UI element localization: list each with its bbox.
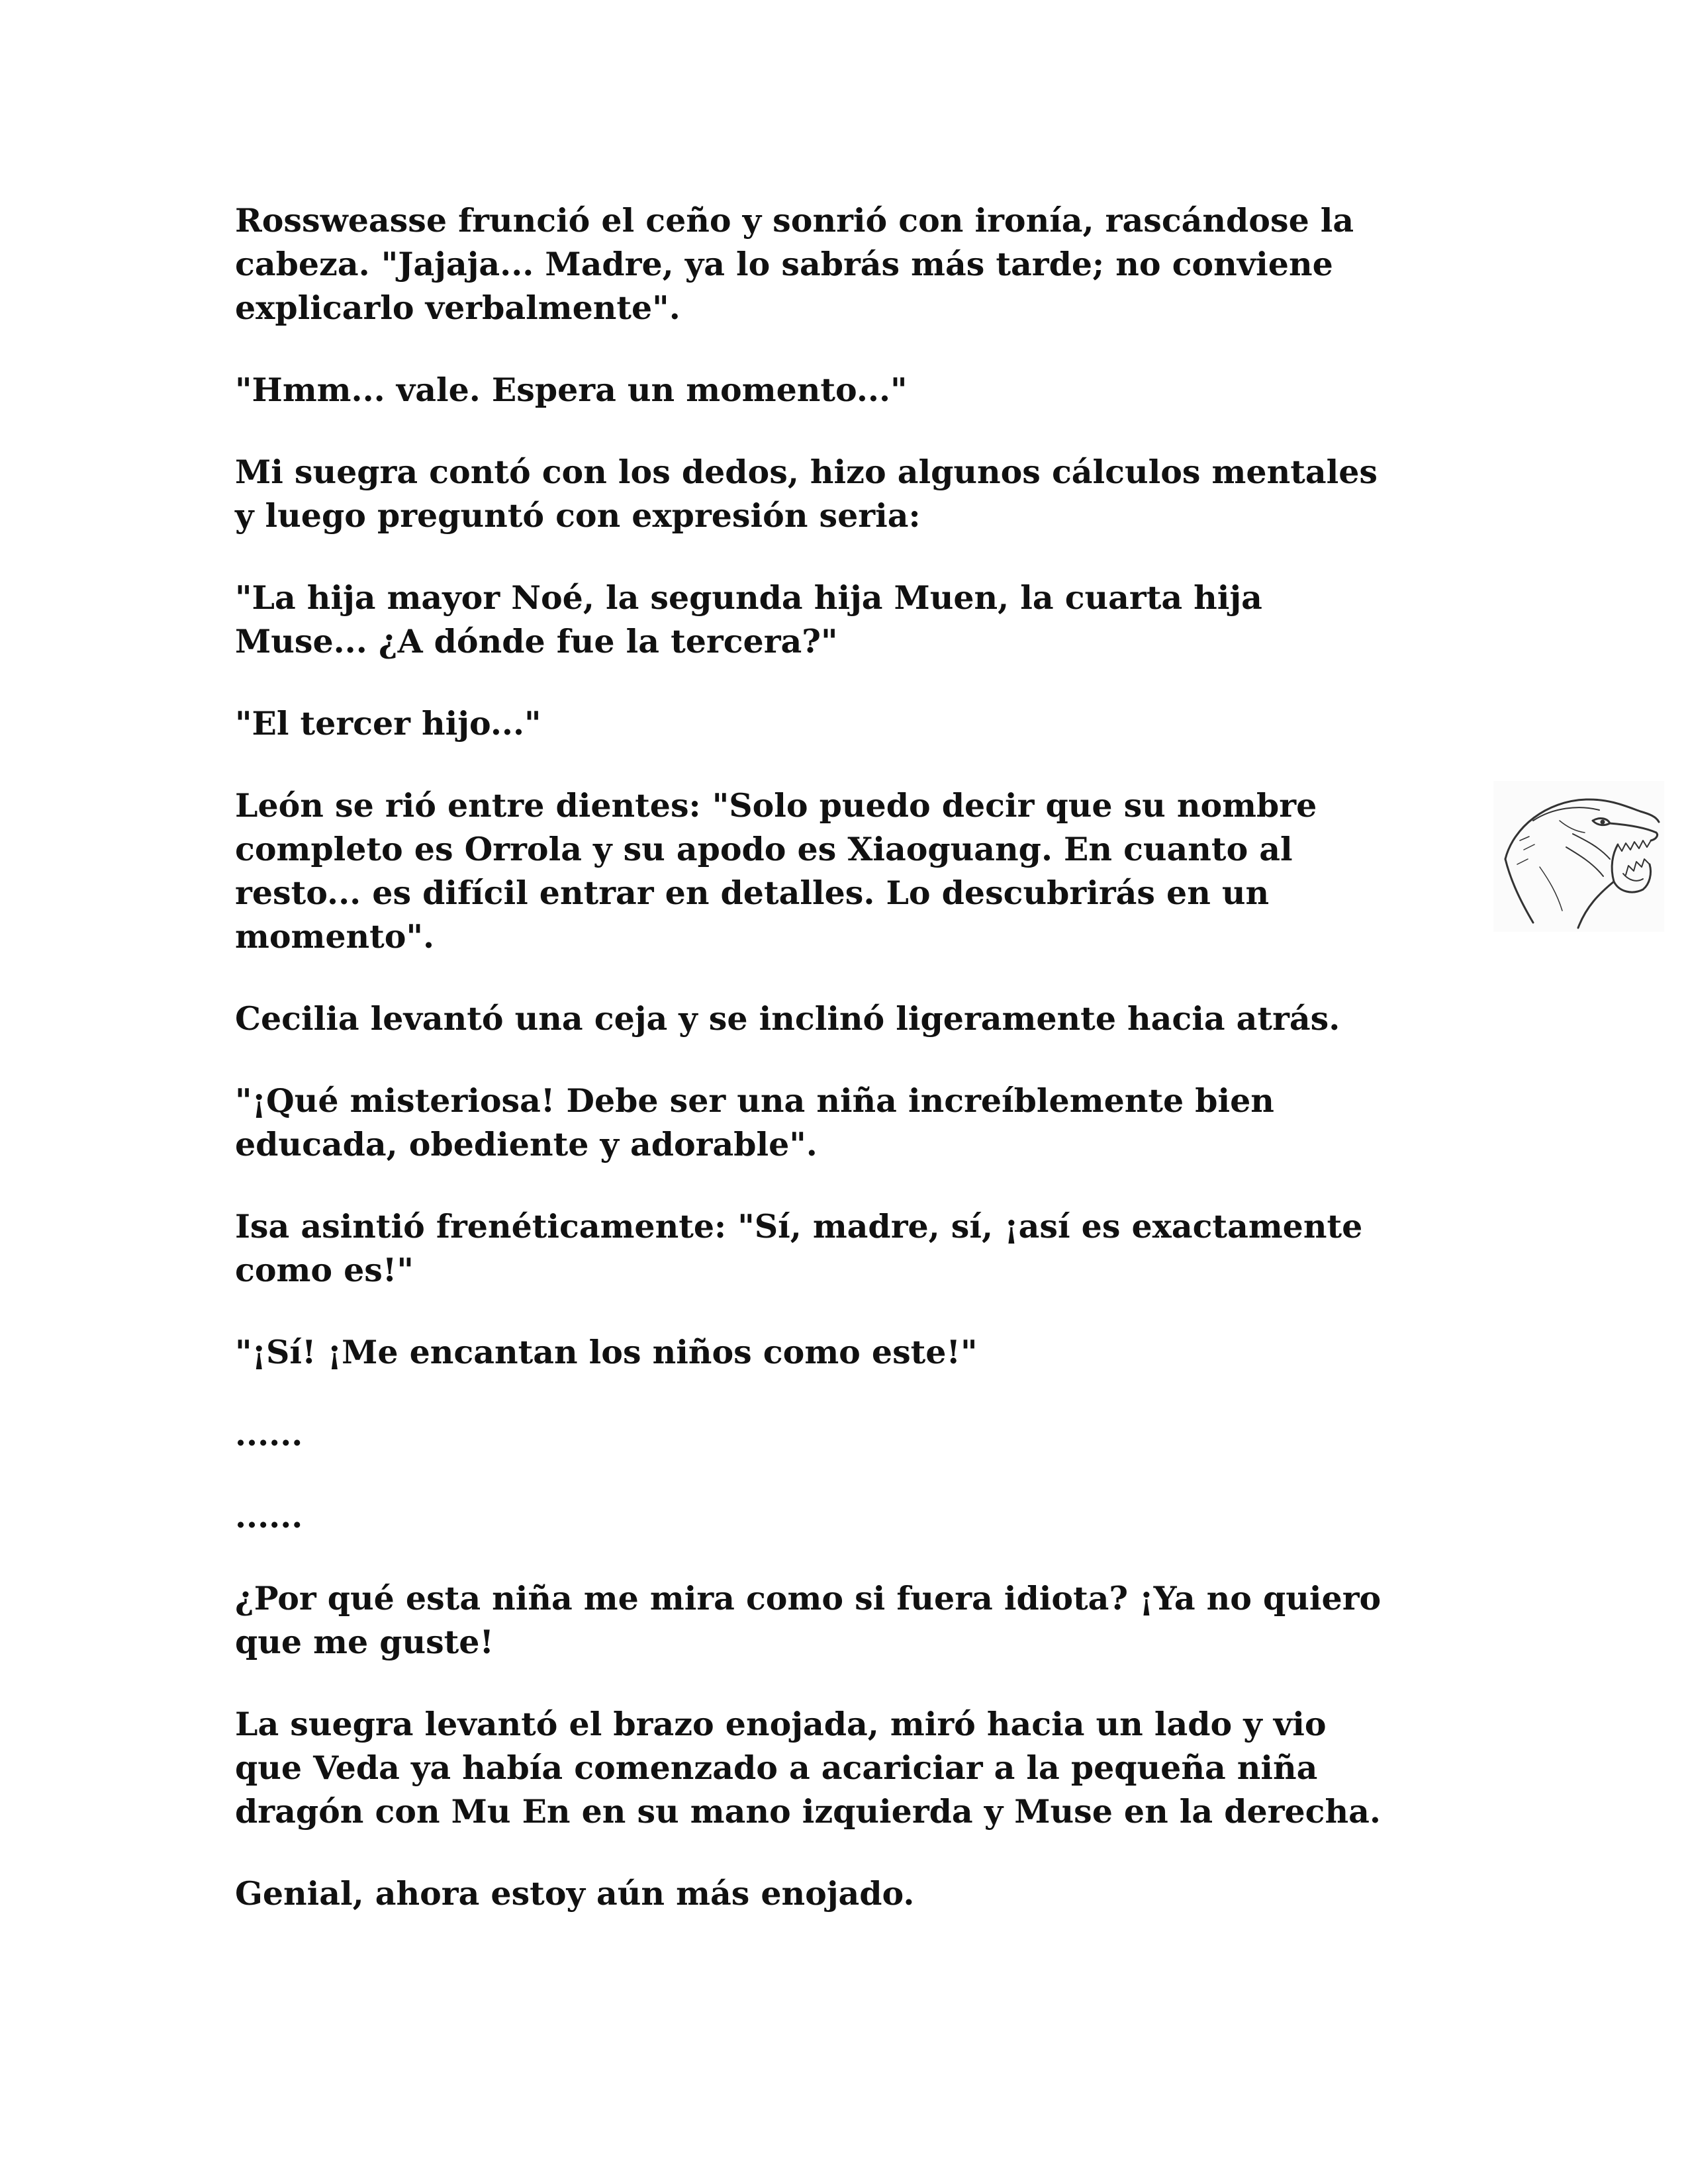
paragraph-6 — [235, 784, 1466, 958]
text-line: que me guste! — [235, 1623, 494, 1661]
paragraph-12 — [235, 1494, 1466, 1538]
text-line: "El tercer hijo..." — [235, 704, 541, 743]
body-text — [235, 199, 1466, 1954]
text-line: Rossweasse frunció el ceño y sonrió con ironía, rascándose la — [235, 201, 1354, 240]
paragraph-13 — [235, 1576, 1466, 1664]
text-line: educada, obediente y adorable". — [235, 1125, 818, 1163]
text-line: dragón con Mu En en su mano izquierda y Muse en la derecha. — [235, 1792, 1381, 1831]
paragraph-11 — [235, 1412, 1466, 1456]
text-line: "La hija mayor Noé, la segunda hija Muen, la cuarta hija — [235, 578, 1262, 617]
paragraph-10 — [235, 1330, 1466, 1374]
paragraph-15 — [235, 1872, 1466, 1915]
text-line: como es!" — [235, 1251, 414, 1289]
text-line: La suegra levantó el brazo enojada, miró hacia un lado y vio — [235, 1705, 1327, 1743]
text-line: "Hmm... vale. Espera un momento..." — [235, 371, 908, 409]
text-line: Cecilia levantó una ceja y se inclinó ligeramente hacia atrás. — [235, 999, 1340, 1038]
paragraph-7 — [235, 997, 1466, 1040]
text-line: Muse... ¿A dónde fue la tercera?" — [235, 622, 838, 660]
text-line: Mi suegra contó con los dedos, hizo algunos cálculos mentales — [235, 453, 1378, 491]
text-line: completo es Orrola y su apodo es Xiaoguang. En cuanto al — [235, 830, 1293, 868]
paragraph-14 — [235, 1702, 1466, 1833]
paragraph-1 — [235, 199, 1466, 330]
text-line: "¡Qué misteriosa! Debe ser una niña increíblemente bien — [235, 1081, 1274, 1120]
text-line: resto... es difícil entrar en detalles. Lo descubrirás en un — [235, 874, 1270, 912]
text-line: Isa asintió frenéticamente: "Sí, madre, sí, ¡así es exactamente — [235, 1207, 1363, 1246]
text-line: momento". — [235, 917, 435, 956]
text-line: que Veda ya había comenzado a acariciar a la pequeña niña — [235, 1749, 1318, 1787]
paragraph-8 — [235, 1079, 1466, 1166]
text-line: ...... — [235, 1415, 303, 1453]
text-line: "¡Sí! ¡Me encantan los niños como este!" — [235, 1333, 978, 1371]
text-line: y luego preguntó con expresión seria: — [235, 496, 921, 535]
text-line: León se rió entre dientes: "Solo puedo decir que su nombre — [235, 786, 1317, 825]
paragraph-4 — [235, 576, 1466, 663]
text-line: explicarlo verbalmente". — [235, 289, 680, 327]
paragraph-9 — [235, 1205, 1466, 1292]
dragon-head-sketch-icon — [1493, 781, 1664, 932]
text-line: ...... — [235, 1497, 303, 1535]
paragraph-2 — [235, 368, 1466, 412]
paragraph-3 — [235, 450, 1466, 537]
text-line: cabeza. "Jajaja... Madre, ya lo sabrás más tarde; no conviene — [235, 245, 1333, 283]
paragraph-5 — [235, 702, 1466, 745]
text-line: ¿Por qué esta niña me mira como si fuera idiota? ¡Ya no quiero — [235, 1579, 1382, 1617]
text-line: Genial, ahora estoy aún más enojado. — [235, 1874, 915, 1913]
